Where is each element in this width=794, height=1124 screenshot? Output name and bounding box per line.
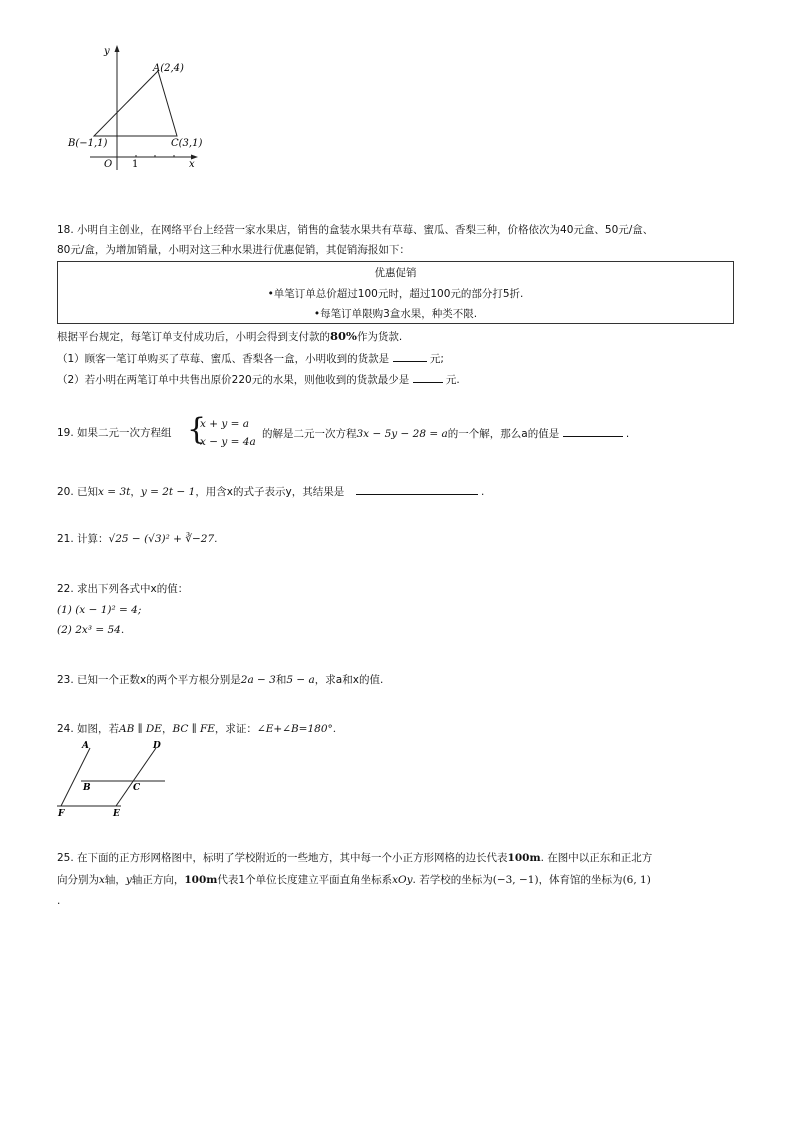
- segment-de: [116, 748, 156, 806]
- promo-poster-box: [57, 261, 734, 324]
- q18-line1: 小明自主创业，在网络平台上经营一家水果店，销售的盒装水果共有草莓、蜜瓜、香梨三种，价格依次为40元盒、50元/盒、: [77, 224, 654, 236]
- label-e: E: [113, 809, 120, 819]
- promo-rule-2: •每笔订单限购3盒水果，种类不限.: [313, 308, 478, 320]
- q23-expr1: 2a − 3: [240, 674, 276, 686]
- q20-expr2: y = 2t − 1: [140, 486, 196, 498]
- y-axis-arrow: [115, 45, 120, 52]
- point-b-label: B(−1,1): [68, 138, 108, 149]
- q19-answer-blank[interactable]: [563, 426, 623, 437]
- y-axis-label: y: [104, 46, 110, 57]
- q18-part2-answer-blank[interactable]: [413, 372, 443, 383]
- parallel-lines-figure: [55, 738, 175, 820]
- q18-part1-answer-blank[interactable]: [393, 351, 427, 362]
- q18-number: 18.: [57, 224, 74, 236]
- parallel-lines-svg: [55, 738, 175, 820]
- q20-number: 20.: [57, 486, 74, 498]
- label-a: A: [82, 741, 89, 751]
- q18-line2: 80元/盒，为增加销量，小明对这三种水果进行优惠促销，其促销海报如下：: [57, 244, 410, 256]
- origin-label: O: [104, 159, 113, 170]
- q24-number: 24.: [57, 723, 74, 735]
- x-axis-label: x: [189, 159, 195, 170]
- q19-eq3: 3x − 5y − 28 = a: [356, 428, 448, 440]
- q18-part2: （2）若小明在两笔订单中共售出原价220元的水果，则他收到的货款最少是 元.: [57, 374, 460, 386]
- q19-number: 19.: [57, 427, 74, 439]
- q22-number: 22.: [57, 583, 74, 595]
- q22-part2: (2) 2x³ = 54.: [57, 624, 125, 636]
- point-a-label: A(2,4): [153, 63, 184, 74]
- label-b: B: [83, 783, 91, 793]
- q21-expr: √25 − (√3)² + ∛−27.: [108, 533, 218, 545]
- coordinate-figure: [60, 40, 220, 175]
- q20-answer-blank[interactable]: [356, 484, 478, 495]
- promo-title: 优惠促销: [374, 267, 417, 279]
- label-f: F: [58, 809, 65, 819]
- q20-expr1: x = 3t: [98, 486, 131, 498]
- q24-expr3: ∠E+∠B=180°.: [256, 723, 337, 735]
- coordinate-figure-svg: [60, 40, 220, 175]
- q18-part1: （1）顾客一笔订单购买了草莓、蜜瓜、香梨各一盒，小明收到的货款是 元;: [57, 353, 444, 365]
- q22-part1: (1) (x − 1)² = 4;: [57, 604, 142, 616]
- triangle-abc: [94, 71, 177, 136]
- tick-1-label: 1: [132, 159, 139, 170]
- equation-system-brace: {: [187, 412, 207, 447]
- q24-expr1: AB ∥ DE: [119, 723, 162, 735]
- q18-rule: 根据平台规定，每笔订单支付成功后，小明会得到支付款的80%作为货款.: [57, 329, 403, 343]
- label-c: C: [133, 783, 141, 793]
- q23-expr2: 5 − a: [286, 674, 315, 686]
- promo-rule-1: •单笔订单总价超过100元时，超过100元的部分打5折.: [267, 288, 524, 300]
- q25-number: 25.: [57, 852, 74, 864]
- q19-eq1: x + y = a: [200, 418, 250, 430]
- q25-trailing-period: .: [57, 895, 61, 907]
- q23-number: 23.: [57, 674, 74, 686]
- q21-number: 21.: [57, 533, 74, 545]
- q19-eq2: x − y = 4a: [200, 436, 256, 448]
- segment-ab: [61, 748, 90, 806]
- label-d: D: [153, 741, 161, 751]
- q18-rule-percent: 80%: [330, 329, 357, 343]
- point-c-label: C(3,1): [171, 138, 203, 149]
- q24-expr2: BC ∥ FE: [172, 723, 215, 735]
